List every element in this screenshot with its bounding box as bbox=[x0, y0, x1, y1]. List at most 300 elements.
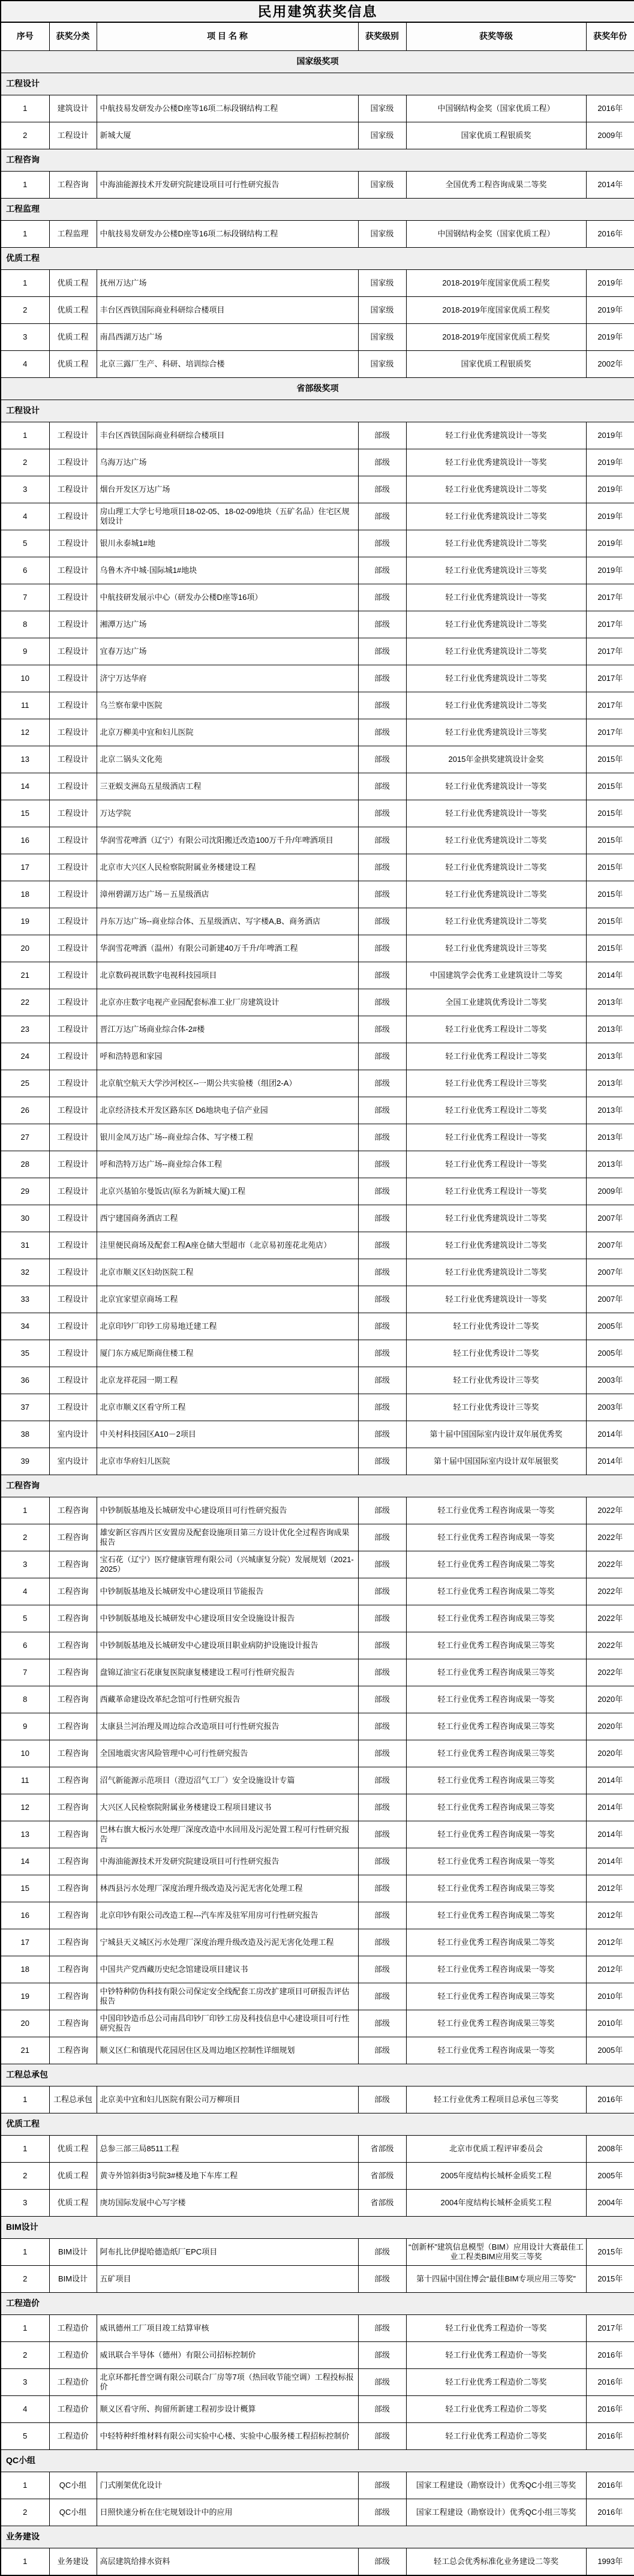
table-row bbox=[1, 530, 634, 557]
cell-project: 新城大厦 bbox=[97, 122, 358, 149]
cell-level: 部级 bbox=[358, 1605, 406, 1632]
cell-level: 部级 bbox=[358, 1551, 406, 1578]
cell-level: 部级 bbox=[358, 1848, 406, 1875]
cell-project: 北京航空航天大学沙河校区--一期公共实验楼（组团2-A） bbox=[97, 1070, 358, 1097]
cell-level: 部级 bbox=[358, 1983, 406, 2010]
cell-no: 30 bbox=[1, 1205, 49, 1232]
cell-year: 2020年 bbox=[586, 1740, 634, 1767]
cell-no: 18 bbox=[1, 1956, 49, 1983]
cell-year: 2002年 bbox=[586, 351, 634, 378]
cell-no: 2 bbox=[1, 2342, 49, 2369]
cell-grade: 轻工行业优秀工程设计二等奖 bbox=[406, 1097, 586, 1124]
cell-year: 2005年 bbox=[586, 1340, 634, 1367]
table-row bbox=[1, 2423, 634, 2450]
cell-category: 工程设计 bbox=[49, 800, 97, 827]
table-row bbox=[1, 1178, 634, 1205]
cell-no: 37 bbox=[1, 1394, 49, 1421]
cell-year: 2016年 bbox=[586, 2086, 634, 2113]
table-row bbox=[1, 2239, 634, 2266]
cell-category: 工程设计 bbox=[49, 1016, 97, 1043]
cell-grade: 轻工行业优秀建筑设计二等奖 bbox=[406, 692, 586, 719]
cell-no: 1 bbox=[1, 95, 49, 122]
cell-level: 部级 bbox=[358, 692, 406, 719]
cell-grade: 轻工行业优秀工程设计三等奖 bbox=[406, 1070, 586, 1097]
cell-project: 中国印钞造币总公司南昌印钞厂印钞工房及科技信息中心建设项目可行性研究报告 bbox=[97, 2010, 358, 2037]
table-row bbox=[1, 1367, 634, 1394]
group-band-label: 优质工程 bbox=[1, 2113, 634, 2136]
table-row bbox=[1, 503, 634, 530]
table-row bbox=[1, 172, 634, 199]
cell-grade: “创新杯”建筑信息模型（BIM）应用设计大赛最佳工业工程类BIM应用奖三等奖 bbox=[406, 2239, 586, 2266]
cell-level: 部级 bbox=[358, 1578, 406, 1605]
column-header-row bbox=[1, 22, 634, 51]
cell-category: 工程咨询 bbox=[49, 1632, 97, 1659]
cell-project: 宜春万达广场 bbox=[97, 638, 358, 665]
cell-project: 北京龙祥花园一期工程 bbox=[97, 1367, 358, 1394]
cell-grade: 轻工行业优秀建筑设计二等奖 bbox=[406, 1232, 586, 1259]
cell-year: 2022年 bbox=[586, 1578, 634, 1605]
section-band-label: 国家级奖项 bbox=[1, 51, 634, 73]
cell-project: 中海油能源技术开发研究院建设项目可行性研究报告 bbox=[97, 172, 358, 199]
cell-category: 工程咨询 bbox=[49, 1740, 97, 1767]
cell-year: 2012年 bbox=[586, 1956, 634, 1983]
group-band bbox=[1, 1475, 634, 1497]
cell-year: 2017年 bbox=[586, 692, 634, 719]
group-band bbox=[1, 199, 634, 221]
cell-project: 晋江万达广场商业综合体-2#楼 bbox=[97, 1016, 358, 1043]
table-row bbox=[1, 1902, 634, 1929]
cell-year: 2017年 bbox=[586, 719, 634, 746]
cell-no: 16 bbox=[1, 1902, 49, 1929]
group-band-label: 工程总承包 bbox=[1, 2064, 634, 2086]
table-row bbox=[1, 719, 634, 746]
cell-level: 部级 bbox=[358, 1956, 406, 1983]
cell-year: 2014年 bbox=[586, 962, 634, 989]
cell-grade: 轻工行业优秀建筑设计二等奖 bbox=[406, 611, 586, 638]
table-row bbox=[1, 1578, 634, 1605]
cell-level: 部级 bbox=[358, 773, 406, 800]
cell-year: 2013年 bbox=[586, 1016, 634, 1043]
cell-no: 16 bbox=[1, 827, 49, 854]
table-row bbox=[1, 854, 634, 881]
cell-grade: 轻工行业优秀建筑设计一等奖 bbox=[406, 800, 586, 827]
cell-grade: 轻工行业优秀工程咨询成果三等奖 bbox=[406, 1605, 586, 1632]
table-row bbox=[1, 2342, 634, 2369]
cell-category: 优质工程 bbox=[49, 2136, 97, 2163]
cell-project: 中航技研发展示中心（研发办公楼D座等16项） bbox=[97, 584, 358, 611]
table-row bbox=[1, 1043, 634, 1070]
cell-year: 2007年 bbox=[586, 1205, 634, 1232]
cell-project: 漳州碧湖万达广场－五星级酒店 bbox=[97, 881, 358, 908]
cell-project: 洼里便民商场及配套工程A座仓储大型超市（北京易初莲花北苑店） bbox=[97, 1232, 358, 1259]
cell-project: 北京市华府妇儿医院 bbox=[97, 1448, 358, 1475]
cell-year: 2007年 bbox=[586, 1259, 634, 1286]
cell-category: 优质工程 bbox=[49, 324, 97, 351]
table-row bbox=[1, 1497, 634, 1524]
table-row bbox=[1, 95, 634, 122]
cell-project: 三亚蜈支洲岛五星级酒店工程 bbox=[97, 773, 358, 800]
cell-category: 工程造价 bbox=[49, 2315, 97, 2342]
cell-no: 1 bbox=[1, 2136, 49, 2163]
cell-year: 2013年 bbox=[586, 1124, 634, 1151]
cell-level: 部级 bbox=[358, 1713, 406, 1740]
table-row bbox=[1, 1421, 634, 1448]
cell-year: 2016年 bbox=[586, 2499, 634, 2526]
table-row bbox=[1, 2499, 634, 2526]
cell-project: 总参三部三局8511工程 bbox=[97, 2136, 358, 2163]
cell-category: 工程咨询 bbox=[49, 1902, 97, 1929]
cell-project: 湘潭万达广场 bbox=[97, 611, 358, 638]
cell-category: 业务建设 bbox=[49, 2548, 97, 2576]
cell-no: 27 bbox=[1, 1124, 49, 1151]
cell-grade: 轻工行业优秀建筑设计二等奖 bbox=[406, 881, 586, 908]
cell-level: 部级 bbox=[358, 1340, 406, 1367]
cell-project: 北京印钞有限公司改造工程---汽车库及驻军用房可行性研究报告 bbox=[97, 1902, 358, 1929]
cell-grade: 轻工行业优秀建筑设计一等奖 bbox=[406, 584, 586, 611]
cell-level: 部级 bbox=[358, 665, 406, 692]
cell-category: 工程设计 bbox=[49, 1367, 97, 1394]
cell-category: 优质工程 bbox=[49, 2190, 97, 2217]
group-band-label: 工程咨询 bbox=[1, 149, 634, 172]
cell-category: 工程设计 bbox=[49, 1097, 97, 1124]
cell-grade: 轻工行业优秀建筑设计三等奖 bbox=[406, 935, 586, 962]
cell-year: 2009年 bbox=[586, 122, 634, 149]
group-band-label: 工程设计 bbox=[1, 73, 634, 95]
group-band-label: 工程监理 bbox=[1, 199, 634, 221]
cell-no: 33 bbox=[1, 1286, 49, 1313]
cell-category: 工程设计 bbox=[49, 122, 97, 149]
cell-grade: 轻工行业优秀工程咨询成果三等奖 bbox=[406, 1875, 586, 1902]
cell-category: 工程设计 bbox=[49, 692, 97, 719]
cell-no: 19 bbox=[1, 908, 49, 935]
cell-no: 10 bbox=[1, 1740, 49, 1767]
cell-category: 优质工程 bbox=[49, 297, 97, 324]
table-row bbox=[1, 1151, 634, 1178]
cell-category: 工程设计 bbox=[49, 584, 97, 611]
cell-no: 13 bbox=[1, 1821, 49, 1848]
cell-project: 中海油能源技术开发研究院建设项目可行性研究报告 bbox=[97, 1848, 358, 1875]
cell-level: 部级 bbox=[358, 584, 406, 611]
cell-category: 工程咨询 bbox=[49, 1794, 97, 1821]
cell-level: 部级 bbox=[358, 827, 406, 854]
table-row bbox=[1, 638, 634, 665]
group-band-label: 业务建设 bbox=[1, 2526, 634, 2548]
cell-project: 北京印钞厂印钞工房易地迁建工程 bbox=[97, 1313, 358, 1340]
cell-project: 庚坊国际发展中心写字楼 bbox=[97, 2190, 358, 2217]
cell-year: 2020年 bbox=[586, 1713, 634, 1740]
cell-grade: 轻工行业优秀工程造价一等奖 bbox=[406, 2342, 586, 2369]
group-band bbox=[1, 2064, 634, 2086]
cell-no: 6 bbox=[1, 557, 49, 584]
cell-project: 盘锦辽油宝石花康复医院康复楼建设工程可行性研究报告 bbox=[97, 1659, 358, 1686]
cell-no: 20 bbox=[1, 2010, 49, 2037]
cell-level: 部级 bbox=[358, 2086, 406, 2113]
cell-level: 省部级 bbox=[358, 2163, 406, 2190]
cell-no: 19 bbox=[1, 1983, 49, 2010]
group-band bbox=[1, 2217, 634, 2239]
cell-category: 工程设计 bbox=[49, 1124, 97, 1151]
group-band bbox=[1, 2293, 634, 2315]
cell-project: 日照快速分析在住宅规划设计中的应用 bbox=[97, 2499, 358, 2526]
cell-level: 部级 bbox=[358, 908, 406, 935]
cell-project: 烟台开发区万达广场 bbox=[97, 476, 358, 503]
cell-category: 工程咨询 bbox=[49, 1605, 97, 1632]
cell-no: 3 bbox=[1, 2190, 49, 2217]
cell-grade: 北京市优质工程评审委员会 bbox=[406, 2136, 586, 2163]
cell-grade: 轻工行业优秀工程设计二等奖 bbox=[406, 1043, 586, 1070]
cell-grade: 轻工行业优秀建筑设计二等奖 bbox=[406, 476, 586, 503]
cell-no: 22 bbox=[1, 989, 49, 1016]
cell-category: 工程咨询 bbox=[49, 1767, 97, 1794]
table-row bbox=[1, 1848, 634, 1875]
cell-category: BIM设计 bbox=[49, 2239, 97, 2266]
cell-level: 部级 bbox=[358, 1259, 406, 1286]
cell-level: 部级 bbox=[358, 1178, 406, 1205]
cell-level: 省部级 bbox=[358, 2136, 406, 2163]
group-band-label: BIM设计 bbox=[1, 2217, 634, 2239]
cell-no: 31 bbox=[1, 1232, 49, 1259]
cell-level: 部级 bbox=[358, 2239, 406, 2266]
cell-category: 工程设计 bbox=[49, 1070, 97, 1097]
cell-grade: 第十届中国国际室内设计双年展优秀奖 bbox=[406, 1421, 586, 1448]
cell-project: 中钞制版基地及长城研发中心建设项目节能报告 bbox=[97, 1578, 358, 1605]
cell-project: 呼和浩特恩和家园 bbox=[97, 1043, 358, 1070]
cell-grade: 轻工行业优秀工程设计一等奖 bbox=[406, 1151, 586, 1178]
cell-category: 工程设计 bbox=[49, 1043, 97, 1070]
cell-grade: 轻工行业优秀工程咨询成果一等奖 bbox=[406, 1821, 586, 1848]
cell-project: 威讯德州工厂项目竣工结算审核 bbox=[97, 2315, 358, 2342]
cell-project: 中钞制版基地及长城研发中心建设项目职业病防护设施设计报告 bbox=[97, 1632, 358, 1659]
cell-project: 房山理工大学七号地项目18-02-05、18-02-09地块（五矿名品）住宅区规划设计 bbox=[97, 503, 358, 530]
cell-project: 万达学院 bbox=[97, 800, 358, 827]
table-row bbox=[1, 1821, 634, 1848]
cell-year: 2009年 bbox=[586, 1178, 634, 1205]
cell-year: 2019年 bbox=[586, 422, 634, 449]
cell-no: 35 bbox=[1, 1340, 49, 1367]
cell-grade: 2015年金拱奖建筑设计金奖 bbox=[406, 746, 586, 773]
table-row bbox=[1, 1956, 634, 1983]
table-row bbox=[1, 1686, 634, 1713]
table-row bbox=[1, 881, 634, 908]
cell-year: 2003年 bbox=[586, 1394, 634, 1421]
cell-grade: 轻工行业优秀建筑设计二等奖 bbox=[406, 638, 586, 665]
cell-no: 4 bbox=[1, 351, 49, 378]
cell-no: 14 bbox=[1, 1848, 49, 1875]
cell-project: 乌兰察布蒙中医院 bbox=[97, 692, 358, 719]
cell-project: 呼和浩特万达广场--商业综合体工程 bbox=[97, 1151, 358, 1178]
cell-category: 工程设计 bbox=[49, 476, 97, 503]
cell-category: 工程设计 bbox=[49, 1205, 97, 1232]
cell-level: 部级 bbox=[358, 1124, 406, 1151]
table-row bbox=[1, 1259, 634, 1286]
cell-category: 工程咨询 bbox=[49, 1983, 97, 2010]
cell-year: 2013年 bbox=[586, 1043, 634, 1070]
cell-no: 5 bbox=[1, 1605, 49, 1632]
cell-grade: 全国工业建筑优秀设计二等奖 bbox=[406, 989, 586, 1016]
group-band-label: 优质工程 bbox=[1, 248, 634, 270]
cell-no: 1 bbox=[1, 270, 49, 297]
cell-grade: 轻工行业优秀工程咨询成果二等奖 bbox=[406, 1551, 586, 1578]
cell-year: 2005年 bbox=[586, 2163, 634, 2190]
section-band-label: 省部级奖项 bbox=[1, 378, 634, 400]
cell-no: 2 bbox=[1, 2163, 49, 2190]
cell-grade: 轻工行业优秀建筑设计二等奖 bbox=[406, 530, 586, 557]
cell-year: 2013年 bbox=[586, 1151, 634, 1178]
cell-category: 工程咨询 bbox=[49, 2010, 97, 2037]
table-row bbox=[1, 557, 634, 584]
cell-level: 部级 bbox=[358, 2315, 406, 2342]
table-row bbox=[1, 746, 634, 773]
table-row bbox=[1, 989, 634, 1016]
cell-level: 部级 bbox=[358, 2037, 406, 2064]
cell-grade: 轻工行业优秀建筑设计三等奖 bbox=[406, 557, 586, 584]
cell-project: 高层建筑给排水资料 bbox=[97, 2548, 358, 2576]
cell-grade: 轻工行业优秀工程造价一等奖 bbox=[406, 2315, 586, 2342]
cell-no: 15 bbox=[1, 800, 49, 827]
cell-year: 2017年 bbox=[586, 611, 634, 638]
cell-project: 北京三露厂生产、科研、培训综合楼 bbox=[97, 351, 358, 378]
cell-category: 工程造价 bbox=[49, 2342, 97, 2369]
title-row bbox=[1, 1, 634, 22]
cell-project: 厦门东方威尼斯商住楼工程 bbox=[97, 1340, 358, 1367]
cell-category: 工程设计 bbox=[49, 1232, 97, 1259]
cell-year: 2022年 bbox=[586, 1605, 634, 1632]
cell-year: 2016年 bbox=[586, 2396, 634, 2423]
cell-no: 11 bbox=[1, 692, 49, 719]
table-row bbox=[1, 962, 634, 989]
cell-year: 2016年 bbox=[586, 221, 634, 248]
cell-category: 工程设计 bbox=[49, 935, 97, 962]
cell-project: 沼气新能源示范项目（澄迈沼气工厂）安全设施设计专篇 bbox=[97, 1767, 358, 1794]
table-row bbox=[1, 1070, 634, 1097]
cell-no: 1 bbox=[1, 2315, 49, 2342]
cell-grade: 轻工行业优秀建筑设计二等奖 bbox=[406, 665, 586, 692]
cell-level: 部级 bbox=[358, 746, 406, 773]
cell-grade: 2018-2019年度国家优质工程奖 bbox=[406, 270, 586, 297]
cell-grade: 轻工行业优秀工程咨询成果一等奖 bbox=[406, 1686, 586, 1713]
cell-grade: 国家工程建设（勘察设计）优秀QC小组三等奖 bbox=[406, 2472, 586, 2499]
cell-no: 8 bbox=[1, 1686, 49, 1713]
group-band bbox=[1, 73, 634, 95]
cell-level: 部级 bbox=[358, 638, 406, 665]
table-row bbox=[1, 1659, 634, 1686]
cell-year: 2015年 bbox=[586, 2239, 634, 2266]
cell-grade: 轻工行业优秀工程设计一等奖 bbox=[406, 1178, 586, 1205]
column-header-no: 序号 bbox=[1, 22, 49, 51]
cell-category: QC小组 bbox=[49, 2499, 97, 2526]
cell-level: 部级 bbox=[358, 1043, 406, 1070]
section-band bbox=[1, 378, 634, 400]
cell-level: 国家级 bbox=[358, 172, 406, 199]
cell-project: 阿布扎比伊提哈德造纸厂EPC项目 bbox=[97, 2239, 358, 2266]
table-row bbox=[1, 1286, 634, 1313]
cell-project: 中轻特种纤维材料有限公司实验中心楼、实验中心服务楼工程招标控制价 bbox=[97, 2423, 358, 2450]
table-row bbox=[1, 1767, 634, 1794]
cell-year: 2014年 bbox=[586, 172, 634, 199]
cell-year: 2008年 bbox=[586, 2136, 634, 2163]
cell-project: 济宁万达华府 bbox=[97, 665, 358, 692]
cell-level: 部级 bbox=[358, 1016, 406, 1043]
table-row bbox=[1, 1340, 634, 1367]
cell-no: 34 bbox=[1, 1313, 49, 1340]
cell-category: 工程设计 bbox=[49, 908, 97, 935]
cell-level: 部级 bbox=[358, 1632, 406, 1659]
table-row bbox=[1, 476, 634, 503]
cell-grade: 国家工程建设（勘察设计）优秀QC小组三等奖 bbox=[406, 2499, 586, 2526]
cell-level: 部级 bbox=[358, 2423, 406, 2450]
cell-project: 黄寺外馆斜街3号院3#楼及地下车库工程 bbox=[97, 2163, 358, 2190]
cell-project: 北京市大兴区人民检察院附属业务楼建设工程 bbox=[97, 854, 358, 881]
cell-grade: 轻工行业优秀工程咨询成果三等奖 bbox=[406, 1983, 586, 2010]
cell-no: 3 bbox=[1, 476, 49, 503]
cell-category: 工程咨询 bbox=[49, 172, 97, 199]
cell-level: 部级 bbox=[358, 1497, 406, 1524]
cell-grade: 轻工行业优秀工程咨询成果三等奖 bbox=[406, 2010, 586, 2037]
cell-category: 工程设计 bbox=[49, 422, 97, 449]
cell-no: 3 bbox=[1, 2369, 49, 2396]
cell-year: 2012年 bbox=[586, 1875, 634, 1902]
table-row bbox=[1, 1740, 634, 1767]
column-header-year: 获奖年份 bbox=[586, 22, 634, 51]
cell-year: 2020年 bbox=[586, 1686, 634, 1713]
cell-year: 2016年 bbox=[586, 95, 634, 122]
cell-no: 9 bbox=[1, 1713, 49, 1740]
table-row bbox=[1, 2548, 634, 2576]
cell-category: 工程咨询 bbox=[49, 1686, 97, 1713]
table-row bbox=[1, 692, 634, 719]
cell-grade: 中国钢结构金奖（国家优质工程） bbox=[406, 221, 586, 248]
cell-category: 工程咨询 bbox=[49, 1497, 97, 1524]
cell-grade: 第十届中国国际室内设计双年展银奖 bbox=[406, 1448, 586, 1475]
cell-category: 优质工程 bbox=[49, 270, 97, 297]
cell-year: 2007年 bbox=[586, 1232, 634, 1259]
cell-no: 4 bbox=[1, 503, 49, 530]
column-header-category: 获奖分类 bbox=[49, 22, 97, 51]
table-row bbox=[1, 2190, 634, 2217]
cell-project: 巴林右旗大板污水处理厂深度改造中水回用及污泥处置工程可行性研究报告 bbox=[97, 1821, 358, 1848]
cell-year: 2014年 bbox=[586, 1421, 634, 1448]
cell-year: 2017年 bbox=[586, 2315, 634, 2342]
cell-year: 2019年 bbox=[586, 503, 634, 530]
cell-grade: 轻工行业优秀建筑设计二等奖 bbox=[406, 1259, 586, 1286]
cell-year: 2016年 bbox=[586, 2342, 634, 2369]
cell-category: 工程设计 bbox=[49, 827, 97, 854]
cell-category: 工程咨询 bbox=[49, 1551, 97, 1578]
cell-category: 工程咨询 bbox=[49, 2037, 97, 2064]
cell-category: 工程设计 bbox=[49, 557, 97, 584]
cell-no: 8 bbox=[1, 611, 49, 638]
cell-grade: 轻工总会优秀标准化业务建设二等奖 bbox=[406, 2548, 586, 2576]
cell-category: 室内设计 bbox=[49, 1421, 97, 1448]
cell-no: 2 bbox=[1, 1524, 49, 1551]
cell-project: 乌鲁木齐中城·国际城1#地块 bbox=[97, 557, 358, 584]
cell-grade: 轻工行业优秀工程咨询成果二等奖 bbox=[406, 1929, 586, 1956]
cell-project: 威讯联合半导体（德州）有限公司招标控制价 bbox=[97, 2342, 358, 2369]
group-band bbox=[1, 400, 634, 422]
cell-no: 2 bbox=[1, 297, 49, 324]
cell-no: 14 bbox=[1, 773, 49, 800]
table-row bbox=[1, 1394, 634, 1421]
cell-project: 丹东万达广场--商业综合体、五星级酒店、写字楼A,B、商务酒店 bbox=[97, 908, 358, 935]
cell-no: 15 bbox=[1, 1875, 49, 1902]
cell-project: 北京兴基铂尔曼饭店(原名为新城大厦)工程 bbox=[97, 1178, 358, 1205]
cell-level: 国家级 bbox=[358, 351, 406, 378]
cell-year: 2017年 bbox=[586, 665, 634, 692]
cell-no: 38 bbox=[1, 1421, 49, 1448]
cell-grade: 2018-2019年度国家优质工程奖 bbox=[406, 324, 586, 351]
cell-level: 部级 bbox=[358, 1151, 406, 1178]
cell-year: 2005年 bbox=[586, 2037, 634, 2064]
